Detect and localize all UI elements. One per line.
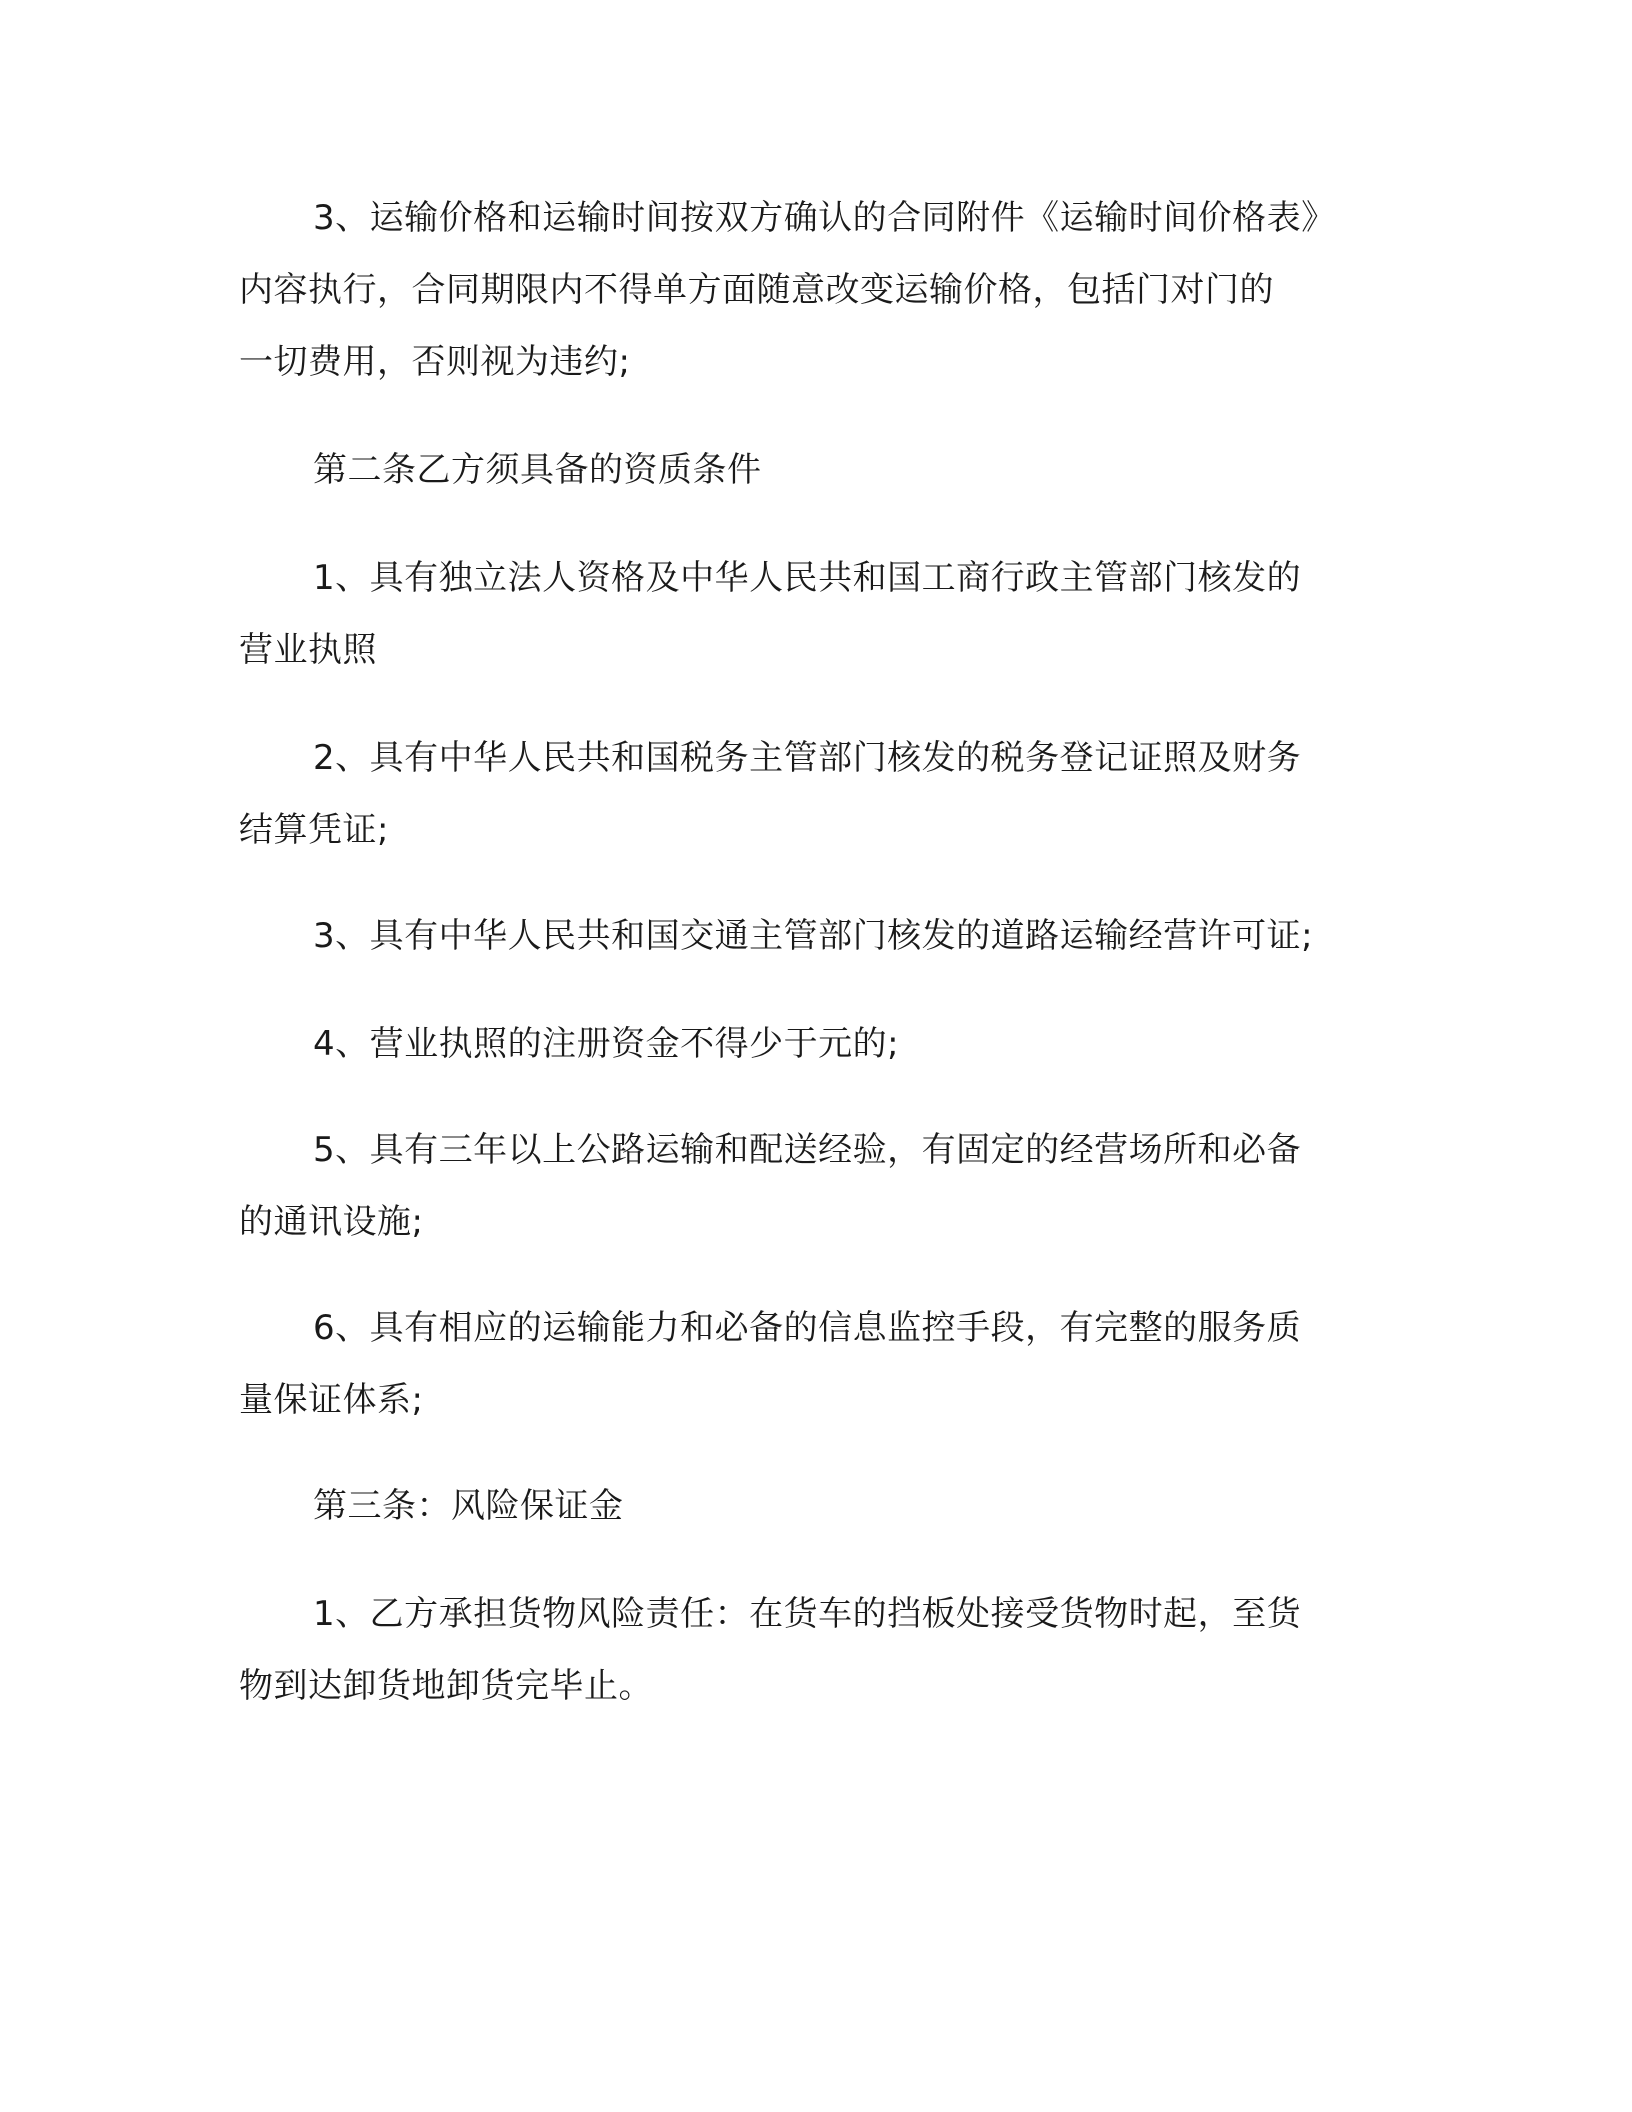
paragraph-qualification-2	[239, 722, 1399, 866]
paragraph-qualification-4	[239, 1008, 1399, 1080]
paragraph-risk-1	[239, 1578, 1399, 1722]
paragraph-line: 2、具有中华人民共和国税务主管部门核发的税务登记证照及财务	[313, 738, 1302, 778]
paragraph-line: 结算凭证;	[239, 810, 389, 850]
paragraph-qualification-5	[239, 1114, 1399, 1258]
section-heading-article-3	[239, 1470, 1399, 1542]
paragraph-line: 物到达卸货地卸货完毕止。	[239, 1666, 653, 1706]
paragraph-clause-3-pricing	[239, 182, 1399, 398]
section-heading-article-2	[239, 434, 1399, 506]
paragraph-line: 内容执行，合同期限内不得单方面随意改变运输价格，包括门对门的	[239, 270, 1274, 310]
paragraph-qualification-3	[239, 900, 1399, 972]
paragraph-line: 营业执照	[239, 630, 377, 670]
paragraph-line: 3、运输价格和运输时间按双方确认的合同附件《运输时间价格表》	[313, 198, 1336, 238]
section-heading-text: 第三条：风险保证金	[313, 1486, 624, 1526]
paragraph-line: 1、乙方承担货物风险责任：在货车的挡板处接受货物时起，至货	[313, 1594, 1302, 1634]
paragraph-line: 的通讯设施;	[239, 1202, 424, 1242]
paragraph-line: 5、具有三年以上公路运输和配送经验，有固定的经营场所和必备	[313, 1130, 1302, 1170]
paragraph-line: 4、营业执照的注册资金不得少于元的;	[313, 1024, 900, 1064]
section-heading-text: 第二条乙方须具备的资质条件	[313, 450, 762, 490]
paragraph-qualification-1	[239, 542, 1399, 686]
paragraph-line: 6、具有相应的运输能力和必备的信息监控手段，有完整的服务质	[313, 1308, 1302, 1348]
paragraph-line: 量保证体系;	[239, 1380, 424, 1420]
paragraph-qualification-6	[239, 1292, 1399, 1436]
paragraph-line: 一切费用，否则视为违约;	[239, 342, 631, 382]
paragraph-line: 3、具有中华人民共和国交通主管部门核发的道路运输经营许可证;	[313, 916, 1314, 956]
paragraph-line: 1、具有独立法人资格及中华人民共和国工商行政主管部门核发的	[313, 558, 1302, 598]
